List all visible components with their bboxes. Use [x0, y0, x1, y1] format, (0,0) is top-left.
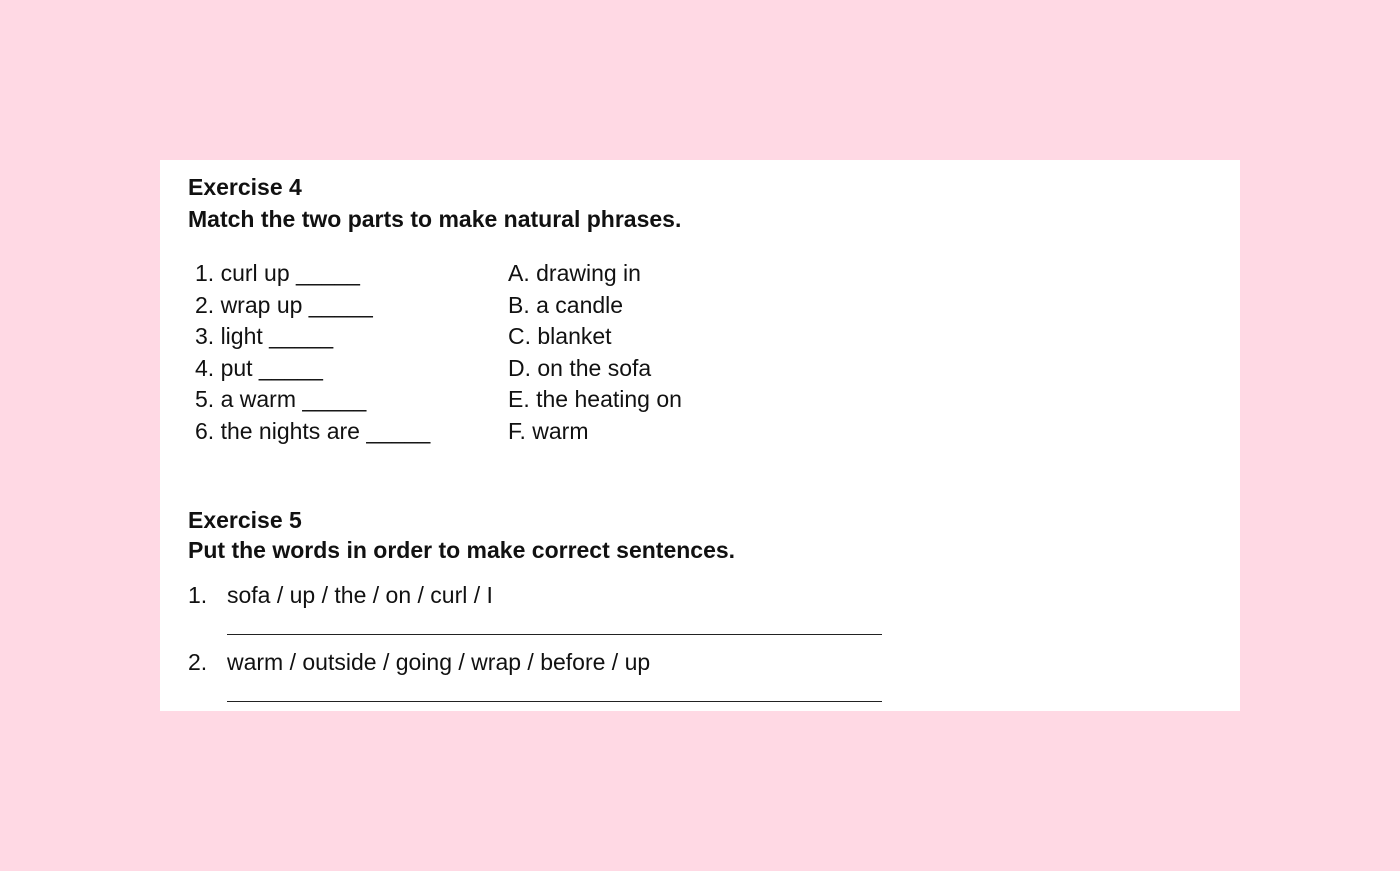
phrase-end-item: E. the heating on — [508, 386, 682, 413]
exercise-5-instruction: Put the words in order to make correct sentences. — [188, 537, 736, 563]
answer-line[interactable] — [227, 634, 882, 635]
phrase-end-item: A. drawing in — [508, 260, 641, 286]
exercise-4-title: Exercise 4 — [188, 174, 302, 200]
phrase-start-item: 4. put _____ — [195, 354, 323, 381]
exercise-4-instruction: Match the two parts to make natural phrases. — [188, 206, 682, 232]
item-number: 1. — [188, 582, 208, 608]
phrase-end-item: F. warm — [508, 417, 589, 444]
phrase-start-item: 6. the nights are _____ — [195, 417, 431, 444]
phrase-start-item: 3. light _____ — [195, 323, 334, 350]
answer-line[interactable] — [227, 701, 882, 702]
phrase-start-item: 2. wrap up _____ — [195, 291, 373, 318]
phrase-start-item: 5. a warm _____ — [195, 386, 367, 413]
phrase-end-item: B. a candle — [508, 291, 624, 318]
phrase-end-list — [508, 258, 682, 448]
item-number: 2. — [188, 649, 208, 675]
scrambled-words: warm / outside / going / wrap / before / up — [227, 649, 651, 675]
exercise-5-title: Exercise 5 — [188, 507, 302, 533]
phrase-start-item: 1. curl up _____ — [195, 260, 360, 286]
phrase-start-list — [195, 258, 430, 448]
phrase-end-item: C. blanket — [508, 323, 612, 350]
scrambled-words: sofa / up / the / on / curl / I — [227, 582, 493, 608]
phrase-end-item: D. on the sofa — [508, 354, 652, 381]
worksheet — [160, 160, 1240, 711]
